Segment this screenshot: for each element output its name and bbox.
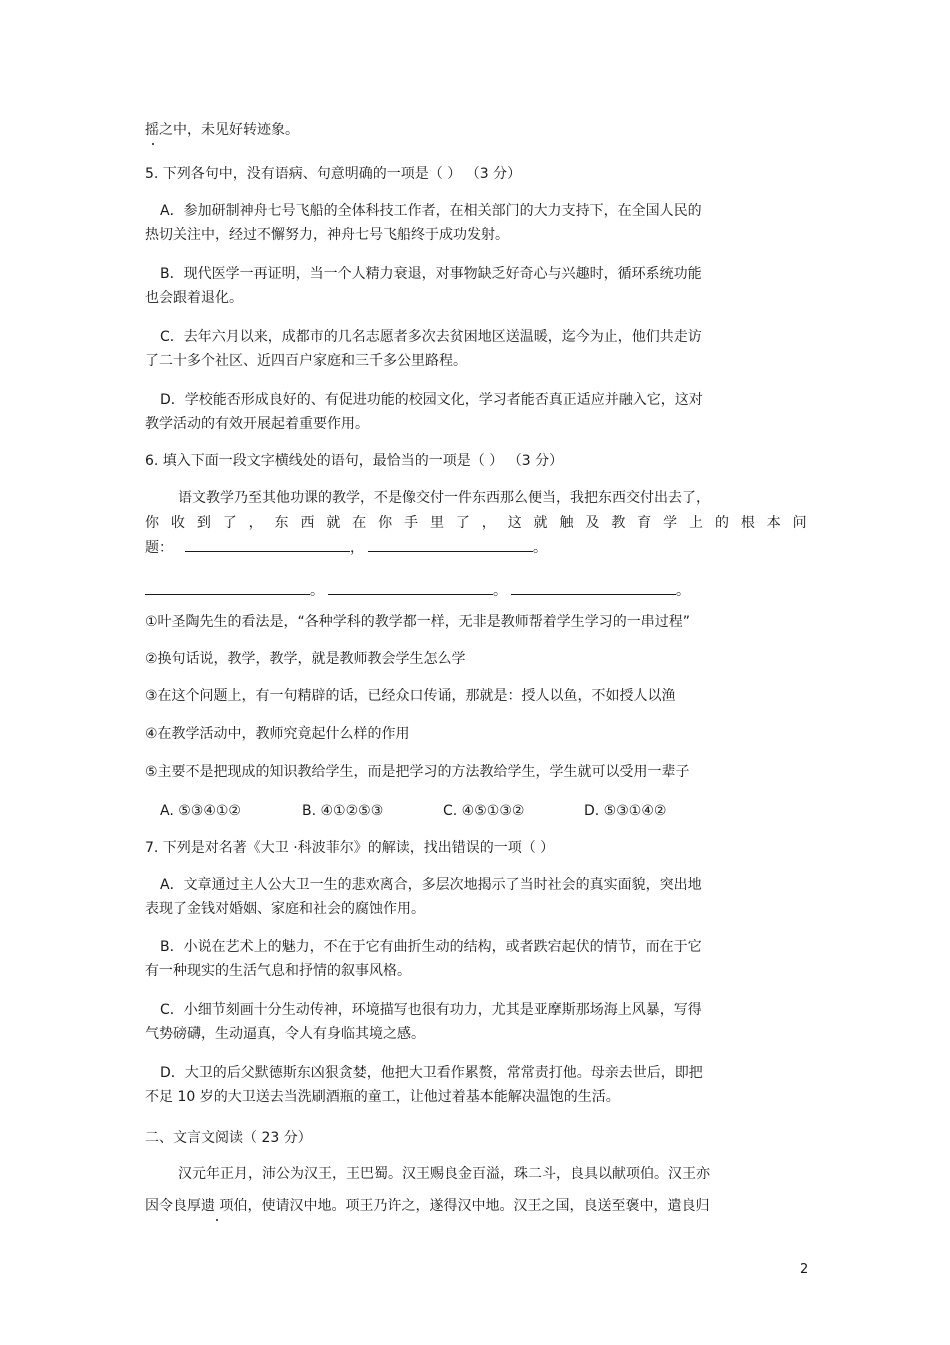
emphasis-dot [152,143,154,145]
q6-option-a: A. ⑤③④①② [160,803,241,819]
fill-blank [368,539,533,552]
q6-passage-line-2: 你 收 到 了 ， 东 西 就 在 你 手 里 了 ， 这 就 触 及 教 育 学 上 的 根 本 问 [145,515,807,531]
q6-option-c: C. ④⑤①③② [443,803,525,819]
q7-option-d: D．大卫的后父默德斯东凶狠贪婪，他把大卫看作累赘，常常责打他。母亲去世后，即把 [160,1065,703,1081]
q5-option-d-cont: 教学活动的有效开展起着重要作用。 [145,416,369,432]
q6-option-d: D. ⑤③①④② [584,803,667,819]
q5-option-b-cont: 也会跟着退化。 [145,290,243,306]
q7-option-c-cont: 气势磅礴，生动逼真，令人有身临其境之感。 [145,1026,425,1042]
q6-passage-line-1: 语文教学乃至其他功课的教学，不是像交付一件东西那么便当，我把东西交付出去了， [178,490,710,506]
q6-sentence-3: ③在这个问题上，有一句精辟的话，已经众口传诵，那就是：授人以鱼，不如授人以渔 [145,688,676,704]
q5-option-a-cont: 热切关注中，经过不懈努力，神舟七号飞船终于成功发射。 [145,227,509,243]
classical-text-line-1: 汉元年正月，沛公为汉王，王巴蜀。汉王赐良金百溢，珠二斗，良具以献项伯。汉王亦 [178,1166,710,1182]
page-number: 2 [800,1262,809,1277]
q7-option-d-cont: 不足 10 岁的大卫送去当洗刷酒瓶的童工，让他过着基本能解决温饱的生活。 [145,1089,620,1105]
q6-option-b: B. ④①②⑤③ [302,803,384,819]
q7-option-b-cont: 有一种现实的生活气息和抒情的叙事风格。 [145,963,411,979]
q7-option-b: B．小说在艺术上的魅力，不在于它有曲折生动的结构，或者跌宕起伏的情节，而在于它 [160,939,702,955]
question-6-stem: 6. 填入下面一段文字横线处的语句，最恰当的一项是（ ） （3 分） [145,453,564,469]
classical-text-line-2: 因令良厚遗 项伯，使请汉中地。项王乃许之，遂得汉中地。汉王之国，良送至褒中，遣良归 [145,1198,710,1214]
q5-option-c: C．去年六月以来，成都市的几名志愿者多次去贫困地区送温暖，迄今为止，他们共走访 [160,329,702,345]
q5-option-a: A．参加研制神舟七号飞船的全体科技工作者，在相关部门的大力支持下，在全国人民的 [160,203,702,219]
q7-option-a: A．文章通过主人公大卫一生的悲欢离合，多层次地揭示了当时社会的真实面貌，突出地 [160,877,702,893]
fill-blank [185,539,350,552]
q6-sentence-1: ①叶圣陶先生的看法是，“各种学科的教学都一样，无非是教师帮着学生学习的一串过程” [145,614,691,630]
section-2-heading: 二、文言文阅读（ 23 分） [145,1130,312,1146]
emphasis-dot [216,1219,218,1221]
q5-option-d: D．学校能否形成良好的、有促进功能的校园文化，学习者能否真正适应并融入它，这对 [160,392,703,408]
question-7-stem: 7. 下列是对名著《大卫 ·科波菲尔》的解读，找出错误的一项（ ） [145,840,555,856]
fill-blank [511,582,676,595]
fill-blank [145,582,310,595]
text-line: 摇之中，未见好转迹象。 [145,122,299,138]
q5-option-c-cont: 了二十多个社区、近四百户家庭和三千多公里路程。 [145,353,467,369]
q7-option-a-cont: 表现了金钱对婚姻、家庭和社会的腐蚀作用。 [145,901,425,917]
q7-option-c: C．小细节刻画十分生动传神，环境描写也很有功力，尤其是亚摩斯那场海上风暴，写得 [160,1002,702,1018]
question-5-stem: 5. 下列各句中，没有语病、句意明确的一项是（ ） （3 分） [145,166,522,182]
q6-passage-line-3: 题： ， 。 [145,540,547,556]
q6-sentence-4: ④在教学活动中，教师究竟起什么样的作用 [145,726,410,742]
q6-sentence-2: ②换句话说，教学，教学，就是教师教会学生怎么学 [145,651,466,667]
q6-passage-line-4: 。 。 。 [145,581,690,601]
q6-sentence-5: ⑤主要不是把现成的知识教给学生，而是把学习的方法教给学生，学生就可以受用一辈子 [145,764,690,780]
q5-option-b: B．现代医学一再证明，当一个人精力衰退，对事物缺乏好奇心与兴趣时，循环系统功能 [160,266,702,282]
fill-blank [328,582,493,595]
